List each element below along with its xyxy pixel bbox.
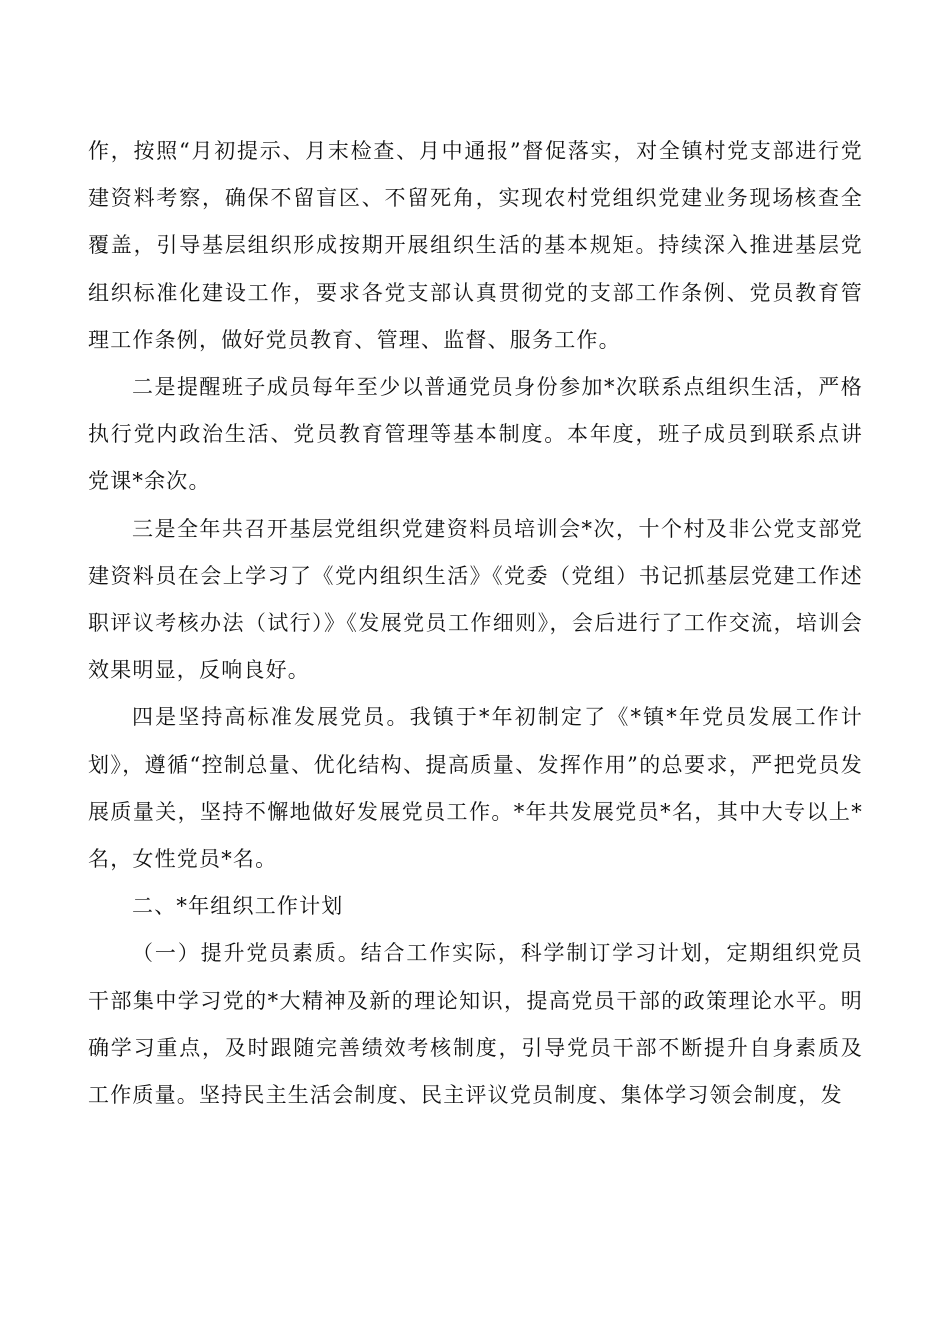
paragraph-point-three: 三是全年共召开基层党组织党建资料员培训会*次，十个村及非公党支部党建资料员在会上学习了《党内组织生活》《党委（党组）书记抓基层党建工作述职评议考核办法（试行）》《发展党员工作细则》，会后进行了工作交流，培训会效果明显，反响良好。 — [88, 516, 863, 683]
paragraph-continuation: 作，按照“月初提示、月末检查、月中通报”督促落实，对全镇村党支部进行党建资料考察，确保不留盲区、不留死角，实现农村党组织党建业务现场核查全覆盖，引导基层组织形成按期开展组织生活的基本规矩。持续深入推进基层党组织标准化建设工作，要求各党支部认真贯彻党的支部工作条例、党员教育管理工作条例，做好党员教育、管理、监督、服务工作。 — [88, 139, 863, 352]
paragraph-point-four: 四是坚持高标准发展党员。我镇于*年初制定了《*镇*年党员发展工作计划》，遵循“控制总量、优化结构、提高质量、发挥作用”的总要求，严把党员发展质量关，坚持不懈地做好发展党员工作。*年共发展党员*名，其中大专以上*名，女性党员*名。 — [88, 705, 863, 872]
paragraph-point-two: 二是提醒班子成员每年至少以普通党员身份参加*次联系点组织生活，严格执行党内政治生活、党员教育管理等基本制度。本年度，班子成员到联系点讲党课*余次。 — [88, 375, 863, 494]
paragraph-subsection-one: （一）提升党员素质。结合工作实际，科学制订学习计划，定期组织党员干部集中学习党的*大精神及新的理论知识，提高党员干部的政策理论水平。明确学习重点，及时跟随完善绩效考核制度，引导党员干部不断提升自身素质及工作质量。坚持民主生活会制度、民主评议党员制度、集体学习领会制度，发 — [88, 941, 863, 1108]
section-heading: 二、*年组织工作计划 — [132, 894, 344, 919]
document-body — [88, 128, 863, 1119]
